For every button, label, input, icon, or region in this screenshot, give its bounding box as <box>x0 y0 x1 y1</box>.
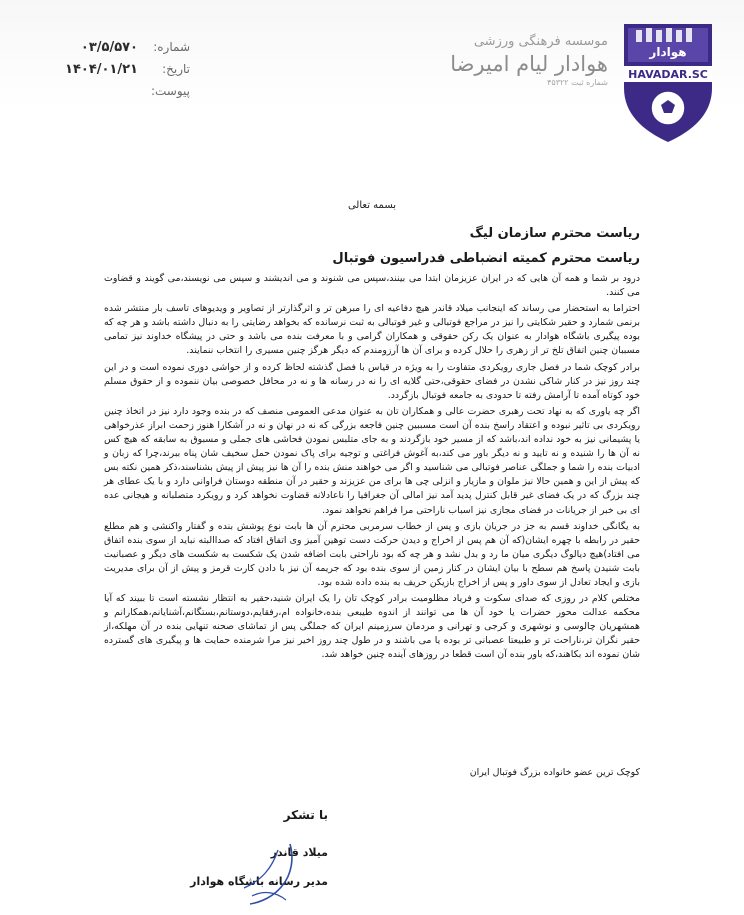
recipient-disciplinary-committee: ریاست محترم کمیته انضباطی فدراسیون فوتبال <box>332 251 640 266</box>
number-row <box>40 40 190 62</box>
body-paragraph: مختلص کلام در روزی که صدای سکوت و فریاد مظلومیت برادر کوچک تان را یک ایران شنید،حقیر به انتظار نشسته است تا ببیند که آیا محکمه عدالت محور حضرات یا خود آن ها می توانند از اندوه طیبعی بنده،خانواده ام،رفقایم،دوستانم،بستگانم،آشنایانم،همکارانم و همشهریان چالوسی و نوشهری و کرجی و تهرانی و مردمان سرزمینم ایران که جملگی پس از تماشای صحنه تنهایی بنده در آن مهلکه،از حقیر نگران تر،ناراحت تر و طبیعتا عصبانی تر بوده یا می باشند و در طول چند روز اخیر نیز مرا شرمنده حمایت ها و پیگیری های گسترده شان نموده اند بکاهند،که باور بنده آن است قطعا در روزهای آینده چنین خواهد شد. <box>104 593 640 661</box>
signer-name: میلاد قاندر <box>270 846 328 859</box>
number-label: شماره: <box>153 40 190 54</box>
org-subtitle: موسسه فرهنگی ورزشی <box>473 34 608 49</box>
basmala: بسمه تعالی <box>347 200 397 211</box>
attachment-label: پیوست: <box>150 84 190 98</box>
signer-role: مدیر رسانه باشگاه هوادار <box>190 875 328 888</box>
closing-line: کوچک ترین عضو خانواده بزرگ فوتبال ایران <box>469 767 640 778</box>
recipient-league: ریاست محترم سازمان لیگ <box>469 226 640 241</box>
thanks-line: با تشکر <box>283 808 328 822</box>
org-registration: شماره ثبت ۴۵۳۲۲ <box>547 78 608 87</box>
logo-band-text: HAVADAR.SC <box>628 68 708 81</box>
attachment-row <box>40 84 190 106</box>
havadar-logo <box>618 18 718 144</box>
logo-wordmark: هوادار <box>649 45 687 59</box>
body-paragraph: احتراما به استحضار می رساند که اینجانب میلاد قاندر هیچ دفاعیه ای را مبرهن تر و اثرگذارتر از تصاویر و ویدیوهای تاسف بار منتشر شده برنمی شمارد و حقیر شکایتی را نیز در مراجع فوتبالی و غیر فوتبالی به ثبت نرسانده که بخواهد رضایتی را به دنبال داشته باشد و هر چه که بوده پیگیری باشگاه هوادار به عنوان یک رکن حقوقی و همکاران گرامی و با معرفت بنده می باشد و حتی در پیشگاه خداوند نیز تمامی مسببان چنین اتفاق تلخ تر از زهری را حلال کرده و برای آن ها آرزومندم که دیگر هرگز چنین مسیری را انتخاب ننمایند. <box>104 303 640 357</box>
date-label: تاریخ: <box>162 62 190 76</box>
org-name: هوادار لیام امیرضا <box>450 52 608 76</box>
body-paragraph: درود بر شما و همه آن هایی که در ایران عزیزمان ابتدا می بینند،سپس می شنوند و می اندیشند و سپس می نویسند،می گویند و قضاوت می کنند. <box>104 273 640 299</box>
body-paragraph: اگر چه یاوری که به نهاد تحت رهبری حضرت عالی و همکاران تان به عنوان مدعی العمومی منصف که در بنده وجود دارد نیز در اتخاذ چنین رویکردی بی تاثیر نبوده و اعتقاد راسخ بنده آن است مسببین چنین فاجعه بزرگی که نه در نهان و نه در آشکارا هنوز زحمت ابراز عذرخواهی یا پشیمانی نیز به خود نداده اند،باشد که از مسیر خود بازگردند و به جای متلبس نمودن فحاشی های جملی و مسبوق به سابقه که هیچ کس نه آن ها را شنیده و نه تایید و نه دیگر باور می کند،به آغوش فراغتی و توجیه برای پاک نمودن حمل سخیف شان پناه ببرند،چرا که زبان و ادبیات بنده را شما و جملگی عناصر فوتبالی می شناسید و اگر می خواهند منش بنده را آن ها نیز پیش از پیش بشناسند،ذکر همین نکته بس که پیش از این و همین حالا نیز ملوان و مازیار و انزلی چی ها برای من عزیزند و حقیر در آن منطقه دوستان فراوانی دارد و با یک عطای هر چند بزرگ که در یک فضای غیر قابل کنترل پدید آمد نیز امالی آن جغرافیا را ناعادلانه قضاوت نخواهد کرد و رویکرد متصلبانه و هیجانی عده ای بی خبر از جریانات در فضای مجازی نیز اسباب ناراحتی مرا فراهم نخواهد نمود. <box>104 405 640 516</box>
letterhead-organization <box>432 34 608 87</box>
letter-body <box>104 272 640 665</box>
body-paragraph: به یگانگی خداوند قسم به جز در جریان بازی و پس از خطاب سرمربی محترم آن ها بابت نوع پوشش بنده و گفتار واکنشی و هم مطلع حقیر در رابطه با چهره ایشان(که آن هم پس از اخراج و دیدن حرکت دست توهین آمیز وی اتفاق افتاد که صداالبته نباید از سوی بنده اتفاق می افتاد)هیچ دیالوگ دیگری میان ما رد و بدل نشد و هر چه که بود ناراحتی بابت اضافه شدن یک شکست به شکست های دیگر و عصبانیت بابت شنیدن پاسخ هم سطح با بیان ایشان در کنار زمین از سوی بنده بود که جریمه آن نیز با دادن کارت قرمز و پیش از آن برای مدیریت بازی و ایجاد تعادل از سوی داور و پس از اخراج بازیکن حریف به بنده داده شده بود. <box>104 520 640 588</box>
date-value: ۱۴۰۴/۰۱/۲۱ <box>65 62 138 77</box>
body-paragraph: برادر کوچک شما در فصل جاری رویکردی متفاوت را به ویژه در قیاس با فصل گذشته لحاظ کرده و از حواشی دوری نموده است و در این چند روز نیز در کنار شاکی نشدن در فضای حقوقی،حتی گلایه ای را نه در رسانه ها و نه در محافل خصوصی بیان ننموده و از حقوق مسلم خود کوتاه آمده تا آرامش رفته تا حدودی به جامعه فوتبال بازگردد. <box>104 361 640 401</box>
number-value: ۰۳/۵/۵۷۰ <box>80 40 138 55</box>
date-row <box>40 62 190 84</box>
letter-meta <box>40 40 190 106</box>
handwritten-signature <box>232 840 312 910</box>
